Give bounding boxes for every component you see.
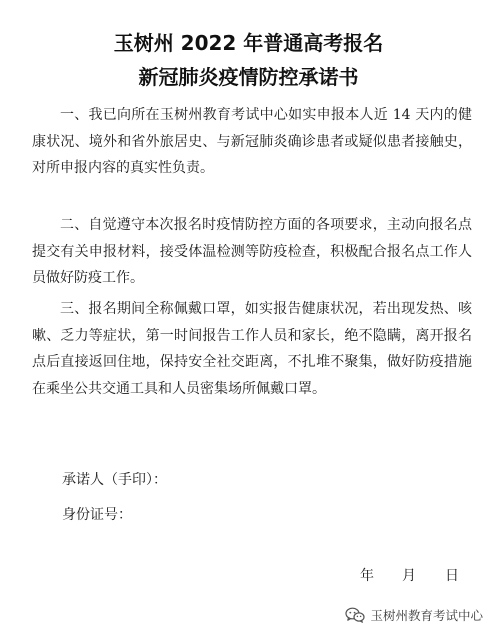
document-title-line-2: 新冠肺炎疫情防控承诺书 — [138, 65, 359, 89]
date-day-label: 日 — [445, 568, 459, 584]
document-title-line-1: 玉树州 2022 年普通高考报名 — [113, 31, 384, 55]
paragraph-3: 三、报名期间全称佩戴口罩，如实报告健康状况，若出现发热、咳嗽、乏力等症状，第一时间报告工作人员和家长，绝不隐瞒，离开报名点后直接返回住地，保持安全社交距离，不扎堆不聚集，做好防疫措施在乘坐公共交通工具和人员密集场所佩戴口罩。 — [32, 301, 472, 397]
signature-label: 承诺人（手印）： — [62, 472, 167, 488]
wechat-watermark — [345, 606, 483, 624]
id-number-label: 身份证号： — [62, 507, 132, 523]
date-year-label: 年 — [360, 568, 374, 584]
date-month-label: 月 — [402, 568, 416, 584]
wechat-icon — [345, 607, 365, 623]
paragraph-2: 二、自觉遵守本次报名时疫情防控方面的各项要求，主动向报名点提交有关申报材料，接受体温检测等防疫检查，积极配合报名点工作人员做好防疫工作。 — [32, 217, 472, 286]
watermark-text: 玉树州教育考试中心 — [370, 608, 483, 623]
paragraph-1: 一、我已向所在玉树州教育考试中心如实申报本人近 14 天内的健康状况、境外和省外旅居史、与新冠肺炎确诊患者或疑似患者接触史，对所申报内容的真实性负责。 — [32, 107, 472, 176]
